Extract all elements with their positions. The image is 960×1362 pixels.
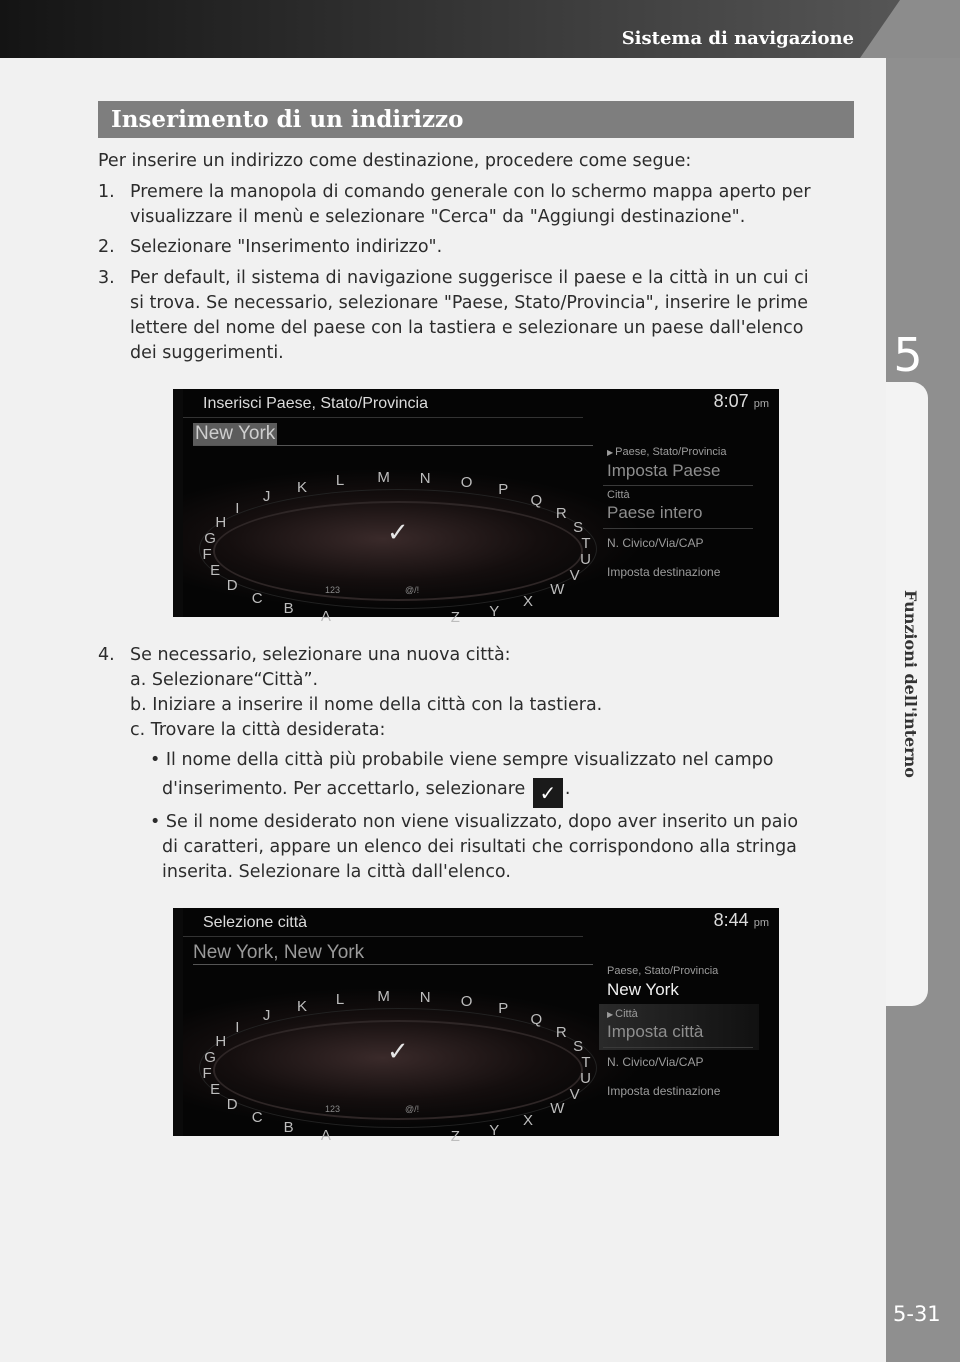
key-y[interactable]: Y: [489, 602, 500, 620]
key-p[interactable]: P: [498, 481, 509, 499]
key-x[interactable]: X: [523, 593, 534, 611]
input-underline: [193, 445, 593, 446]
key-symbols[interactable]: @/!: [405, 1104, 420, 1114]
key-b[interactable]: B: [283, 600, 294, 618]
key-o[interactable]: O: [460, 992, 473, 1010]
chapter-label: Funzioni dell'interno: [901, 590, 920, 778]
key-c[interactable]: C: [251, 589, 263, 607]
key-numbers[interactable]: 123: [325, 1104, 341, 1114]
key-r[interactable]: R: [555, 504, 567, 522]
key-y[interactable]: Y: [489, 1121, 500, 1139]
key-d[interactable]: D: [226, 1095, 238, 1113]
confirm-check-icon[interactable]: ✓: [387, 1036, 409, 1066]
step-text: dei suggerimenti.: [130, 343, 284, 363]
menu-whole-country[interactable]: Paese intero: [607, 503, 703, 522]
menu-label-city: Città: [607, 489, 630, 501]
confirm-check-icon[interactable]: ✓: [387, 517, 409, 547]
screen-title: Selezione città: [203, 914, 308, 931]
check-icon: ✓: [533, 778, 563, 808]
key-l[interactable]: L: [335, 991, 345, 1009]
key-m[interactable]: M: [377, 469, 390, 487]
input-underline: [193, 964, 593, 965]
key-v[interactable]: V: [569, 566, 580, 584]
menu-set-city[interactable]: Imposta città: [607, 1022, 704, 1041]
key-f[interactable]: F: [202, 546, 212, 564]
key-o[interactable]: O: [460, 473, 473, 491]
step-text: Premere la manopola di comando generale con lo schermo mappa aperto per: [130, 182, 811, 202]
key-p[interactable]: P: [498, 1000, 509, 1018]
step-number: 2.: [98, 237, 115, 257]
divider: [603, 485, 753, 486]
key-n[interactable]: N: [419, 469, 431, 487]
divider: [183, 417, 583, 418]
key-b[interactable]: B: [283, 1119, 294, 1137]
key-x[interactable]: X: [523, 1112, 534, 1130]
divider: [603, 528, 753, 529]
key-q[interactable]: Q: [530, 1010, 543, 1028]
key-a[interactable]: A: [320, 607, 331, 625]
key-z[interactable]: Z: [450, 1128, 460, 1146]
section-title: Inserimento di un indirizzo: [98, 101, 854, 138]
chapter-number: 5: [893, 328, 923, 382]
menu-set-country[interactable]: Imposta Paese: [607, 461, 721, 480]
key-u[interactable]: U: [580, 551, 591, 569]
key-k[interactable]: K: [297, 478, 308, 496]
key-e[interactable]: E: [210, 561, 221, 579]
key-r[interactable]: R: [555, 1023, 567, 1041]
step-text: visualizzare il menù e selezionare "Cerca" da "Aggiungi destinazione".: [130, 207, 746, 227]
step-number: 1.: [98, 182, 115, 202]
key-i[interactable]: I: [235, 500, 240, 518]
key-j[interactable]: J: [262, 1007, 271, 1025]
substep-text: a. Selezionare“Città”.: [130, 670, 319, 690]
key-g[interactable]: G: [204, 529, 216, 547]
search-input[interactable]: New York, New York: [193, 942, 365, 963]
menu-set-destination[interactable]: Imposta destinazione: [607, 1084, 721, 1098]
bullet-text: • Se il nome desiderato non viene visualizzato, dopo aver inserito un paio: [150, 812, 799, 832]
clock: 8:07 pm: [713, 391, 769, 411]
key-c[interactable]: C: [251, 1108, 263, 1126]
key-z[interactable]: Z: [450, 609, 460, 627]
step-number: 3.: [98, 268, 115, 288]
key-t[interactable]: T: [581, 1053, 591, 1071]
screen-city-selection: [173, 908, 779, 1146]
bullet-text: inserita. Selezionare la città dall'elenco.: [162, 862, 511, 882]
key-s[interactable]: S: [573, 1038, 584, 1056]
key-a[interactable]: A: [320, 1126, 331, 1144]
step-text: si trova. Se necessario, selezionare "Paese, Stato/Provincia", inserire le prime: [130, 293, 809, 313]
key-t[interactable]: T: [581, 534, 591, 552]
bullet-text: di caratteri, appare un elenco dei risultati che corrispondono alla stringa: [162, 837, 797, 857]
menu-country-value[interactable]: New York: [607, 980, 679, 999]
key-k[interactable]: K: [297, 997, 308, 1015]
key-u[interactable]: U: [580, 1070, 591, 1088]
key-h[interactable]: H: [215, 1033, 227, 1051]
keyboard-dial[interactable]: [213, 501, 583, 601]
step-text: lettere del nome del paese con la tastiera e selezionare un paese dall'elenco: [130, 318, 804, 338]
substep-text: c. Trovare la città desiderata:: [130, 720, 386, 740]
intro-text: Per inserire un indirizzo come destinazione, procedere come segue:: [98, 151, 692, 171]
key-e[interactable]: E: [210, 1080, 221, 1098]
chapter-title: Sistema di navigazione: [621, 28, 854, 49]
key-s[interactable]: S: [573, 519, 584, 537]
menu-label-city: ▶ Città: [607, 1008, 638, 1020]
key-h[interactable]: H: [215, 514, 227, 532]
step-text: Se necessario, selezionare una nuova città:: [130, 645, 511, 665]
menu-street-number[interactable]: N. Civico/Via/CAP: [607, 1055, 704, 1069]
key-numbers[interactable]: 123: [325, 585, 341, 595]
key-m[interactable]: M: [377, 988, 390, 1006]
bullet-text: d'inserimento. Per accettarlo, selezionare ✓ .: [162, 777, 570, 808]
menu-street-number[interactable]: N. Civico/Via/CAP: [607, 536, 704, 550]
substep-text: b. Iniziare a inserire il nome della città con la tastiera.: [130, 695, 603, 715]
divider: [183, 936, 583, 937]
step-text: Per default, il sistema di navigazione suggerisce il paese e la città in un cui ci: [130, 268, 809, 288]
search-input[interactable]: New York: [195, 423, 276, 444]
screen-country-entry: [173, 389, 779, 627]
key-w[interactable]: W: [550, 580, 565, 598]
menu-label-country: ▶ Paese, Stato/Provincia: [607, 446, 727, 458]
key-f[interactable]: F: [202, 1065, 212, 1083]
page-number: 5-31: [893, 1302, 941, 1326]
key-w[interactable]: W: [550, 1099, 565, 1117]
key-l[interactable]: L: [335, 472, 345, 490]
step-text: Selezionare "Inserimento indirizzo".: [130, 237, 443, 257]
keyboard-dial[interactable]: [213, 1020, 583, 1120]
key-g[interactable]: G: [204, 1048, 216, 1066]
key-q[interactable]: Q: [530, 491, 543, 509]
screen-title: Inserisci Paese, Stato/Provincia: [203, 395, 428, 412]
menu-set-destination[interactable]: Imposta destinazione: [607, 565, 721, 579]
key-n[interactable]: N: [419, 988, 431, 1006]
key-v[interactable]: V: [569, 1085, 580, 1103]
clock: 8:44 pm: [713, 910, 769, 930]
step-number: 4.: [98, 645, 115, 665]
key-d[interactable]: D: [226, 576, 238, 594]
key-i[interactable]: I: [235, 1019, 240, 1037]
bullet-text: • Il nome della città più probabile viene sempre visualizzato nel campo: [150, 750, 774, 770]
key-j[interactable]: J: [262, 488, 271, 506]
divider: [603, 1047, 753, 1048]
menu-label-country: Paese, Stato/Provincia: [607, 965, 719, 977]
key-symbols[interactable]: @/!: [405, 585, 420, 595]
